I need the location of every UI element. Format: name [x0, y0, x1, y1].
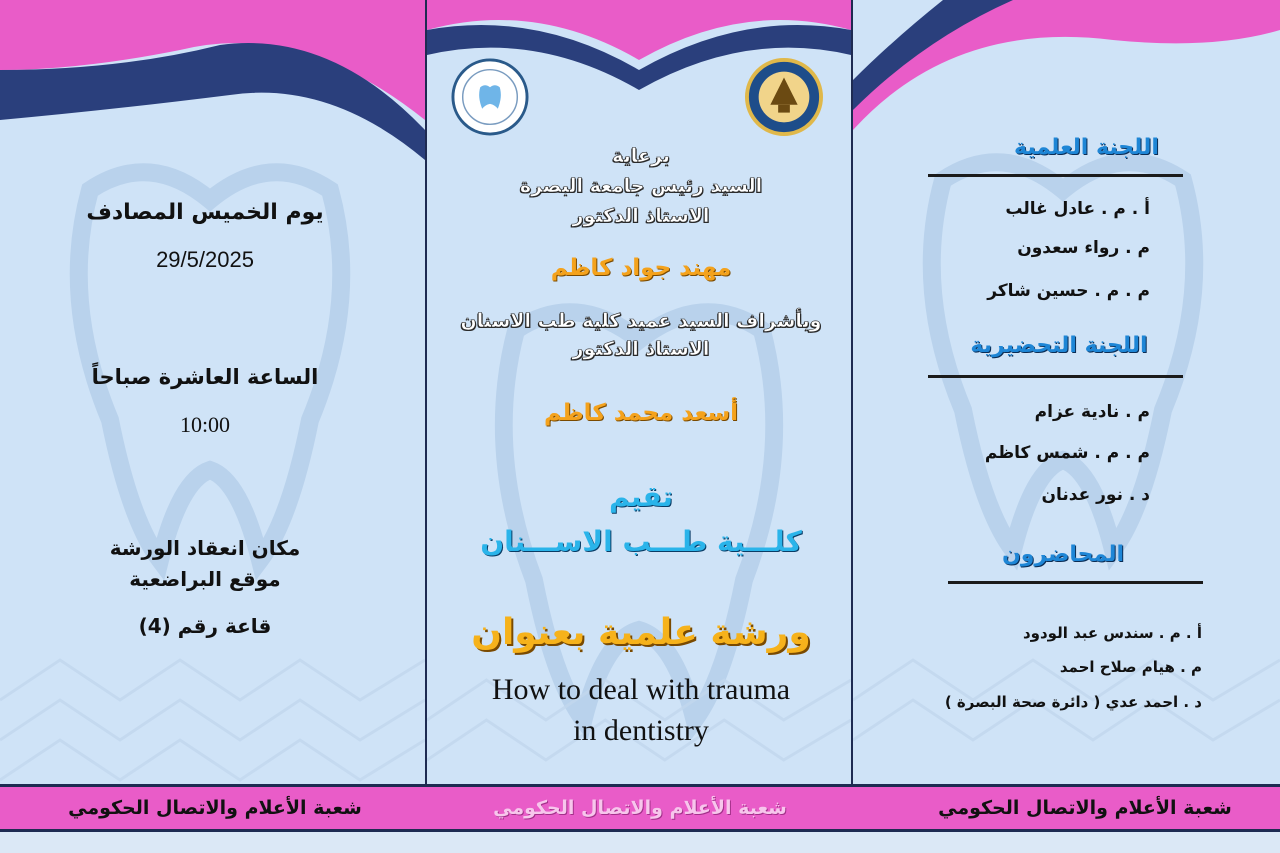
- lecturer-1: أ . م . سندس عبد الودود: [1022, 624, 1202, 642]
- venue-label: مكان انعقاد الورشة: [109, 536, 301, 560]
- footer-text-right: شعبة الأعلام والاتصال الحكومي: [938, 797, 1232, 819]
- event-time-label: الساعة العاشرة صباحاً: [91, 365, 319, 389]
- divider: [948, 581, 1203, 584]
- event-time: 10:00: [179, 412, 231, 437]
- center-panel: [425, 0, 853, 853]
- professor-title-2: الاستاذ الدكتور: [572, 338, 710, 360]
- lecturer-2: م . هيام صلاح احمد: [1059, 658, 1202, 676]
- venue-name: موقع البراضعية: [129, 567, 281, 591]
- scientific-committee-title: اللجنة العلمية: [1014, 135, 1159, 160]
- preparatory-member-3: د . نور عدنان: [1041, 485, 1150, 505]
- divider: [928, 174, 1183, 177]
- footer-text-left: شعبة الأعلام والاتصال الحكومي: [68, 797, 362, 819]
- dean-name: أسعد محمد كاظم: [543, 400, 739, 426]
- university-of-basrah-logo: [745, 58, 823, 136]
- scientific-member-3: م . م . حسين شاكر: [987, 281, 1150, 301]
- footer-bar: [0, 784, 1280, 832]
- preparatory-member-2: م . م . شمس كاظم: [984, 443, 1150, 463]
- professor-title-1: الاستاذ الدكتور: [572, 205, 710, 227]
- bottom-strip: [0, 832, 1280, 853]
- organizes-label: تقيم: [608, 480, 674, 513]
- lecturer-3: د . احمد عدي ( دائرة صحة البصرة ): [944, 693, 1202, 711]
- supervision-label: وبأشراف السيد عميد كلية طب الاسنان: [460, 310, 822, 332]
- workshop-title: ورشة علمية بعنوان: [471, 612, 811, 653]
- hall-number: قاعة رقم (4): [138, 614, 272, 638]
- footer-text-center: شعبة الأعلام والاتصال الحكومي: [493, 797, 787, 819]
- lecturers-title: المحاضرون: [1001, 542, 1125, 567]
- preparatory-committee-title: اللجنة التحضيرية: [970, 333, 1148, 358]
- event-date: 29/5/2025: [156, 247, 254, 272]
- left-panel: [0, 0, 425, 853]
- scientific-member-1: أ . م . عادل غالب: [1005, 199, 1150, 219]
- scientific-member-2: م . رواء سعدون: [1017, 238, 1150, 258]
- college-name: كلـــية طـــب الاســـنان: [480, 525, 802, 558]
- preparatory-member-1: م . نادية عزام: [1034, 402, 1150, 422]
- event-day: يوم الخميس المصادف: [86, 200, 324, 225]
- right-panel-background: [853, 0, 1280, 853]
- president-name: مهند جواد كاظم: [550, 255, 732, 281]
- english-title-line-1: How to deal with trauma: [491, 673, 791, 706]
- english-title-line-2: in dentistry: [573, 714, 709, 747]
- college-of-dentistry-logo: [451, 58, 529, 136]
- divider: [928, 375, 1183, 378]
- patronage-label: برعاية: [612, 145, 670, 167]
- right-panel: [853, 0, 1280, 853]
- president-title: السيد رئيس جامعة البصرة: [519, 175, 763, 197]
